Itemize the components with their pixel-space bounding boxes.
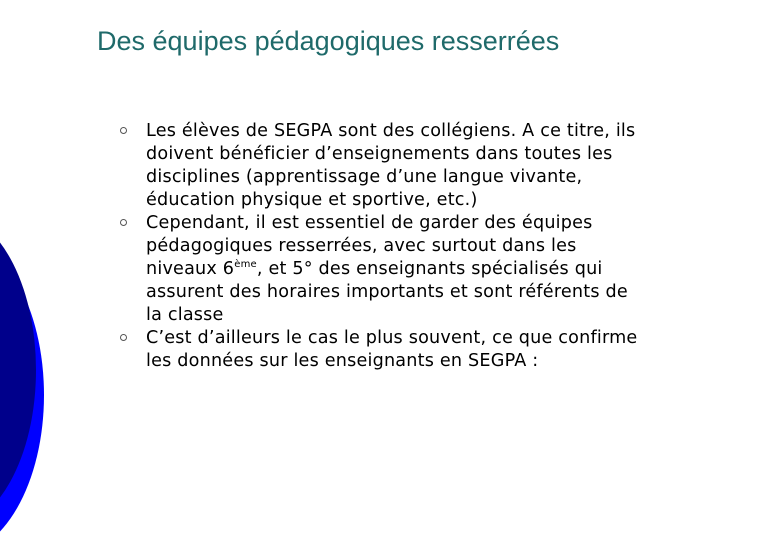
bullet-item-3: C’est d’ailleurs le cas le plus souvent, ce que confirme les données sur les enseignants en SEGPA : (118, 327, 718, 373)
bullet-list (118, 120, 718, 373)
bullet-item-2: Cependant, il est essentiel de garder des équipes pédagogiques resserrées, avec surtout dans les niveaux 6ème, et 5° des enseignants spécialisés qui assurent des horaires importants et sont référents de la classe (118, 212, 718, 327)
slide-title: Des équipes pédagogiques resserrées (97, 26, 560, 56)
ordinal-superscript: ème (234, 259, 257, 270)
hollow-circle-bullet-icon (120, 334, 127, 341)
bullet-line-with-superscript: niveaux 6ème, et 5° des enseignants spécialisés qui (146, 259, 603, 279)
hollow-circle-bullet-icon (120, 127, 127, 134)
hollow-circle-bullet-icon (120, 219, 127, 226)
bullet-item-1: Les élèves de SEGPA sont des collégiens. A ce titre, ils doivent bénéficier d’enseignements dans toutes les disciplines (apprentissage d’une langue vivante, éducation physique et sportive, etc.) (118, 120, 718, 212)
